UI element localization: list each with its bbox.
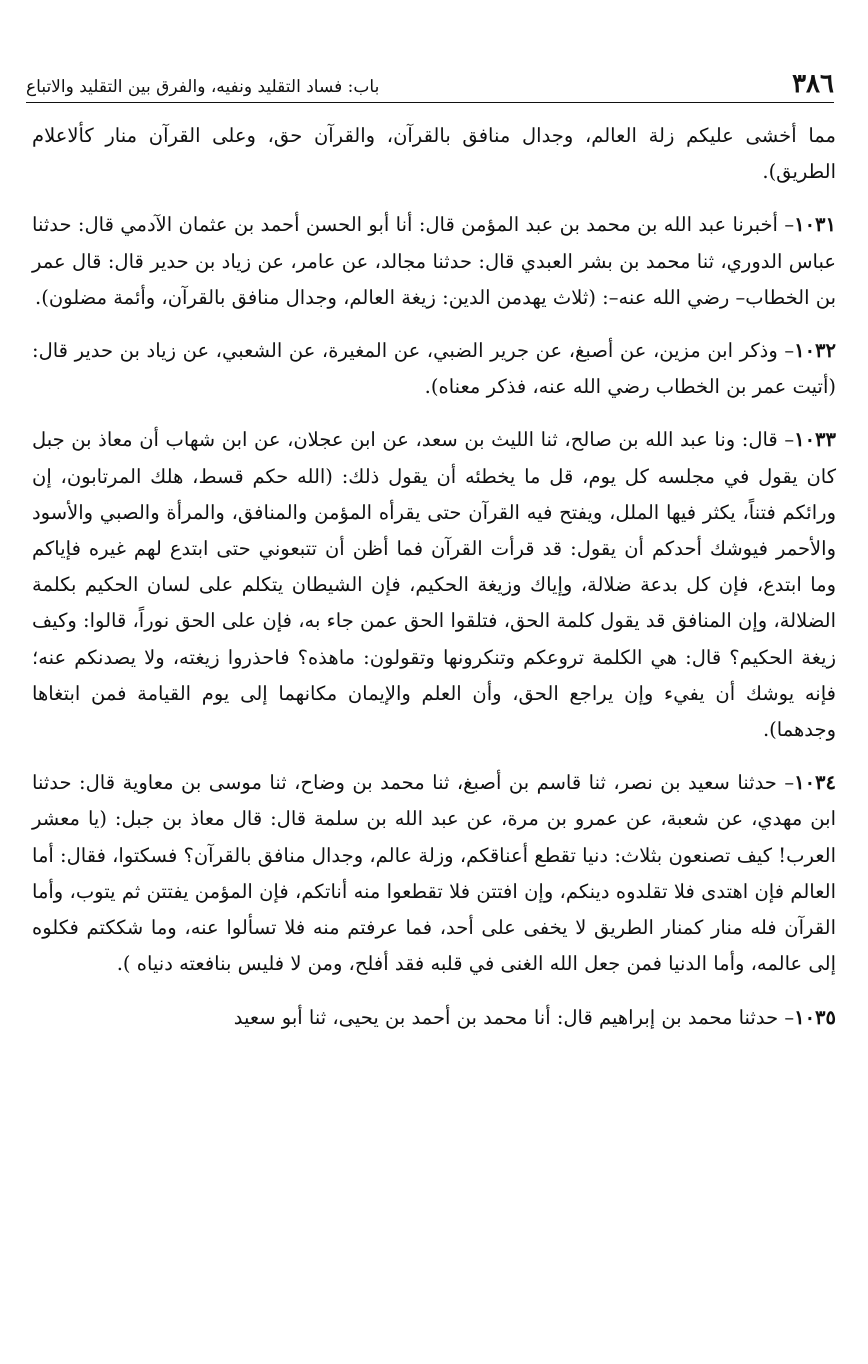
hadith-1032	[32, 333, 836, 405]
hadith-number: ١٠٣١	[794, 213, 836, 237]
hadith-number: ١٠٣٢	[794, 339, 836, 363]
paragraph-text: – حدثنا سعيد بن نصر، ثنا قاسم بن أصبغ، ثنا محمد بن وضاح، ثنا موسى بن معاوية قال: حدثنا ابن مهدي، عن شعبة، عن عمرو بن مرة، عن عبد الله بن سلمة قال: قال معاذ بن جبل: (يا معشر العرب! كيف تصنعون بثلاث: دنيا تقطع أعناقكم، وزلة عالم، وجدال منافق بالقرآن؟ فسكتوا، فقال: أما العالم فإن اهتدى فلا تقلدوه دينكم، وإن افتتن فلا تقطعوا منه أناتكم، فإن المؤمن يفتتن ثم يتوب، وأما القرآن فله منار كمنار الطريق لا يخفى على أحد، فما عرفتم منه فلا تسألوا عنه، وما شككتم فكلوه إلى عالمه، وأما الدنيا فمن جعل الله الغنى في قلبه فقد أفلح، ومن لا فليس بنافعته دنياه ).	[32, 771, 836, 976]
paragraph-text: – أخبرنا عبد الله بن محمد بن عبد المؤمن قال: أنا أبو الحسن أحمد بن عثمان الآدمي قال: حدثنا عباس الدوري، ثنا محمد بن بشر العبدي قال: حدثنا مجالد، عن عامر، عن زياد بن حدير قال: قال عمر بن الخطاب– رضي الله عنه–: (ثلاث يهدمن الدين: زيغة العالم، وجدال منافق بالقرآن، وأئمة مضلون).	[32, 213, 836, 309]
hadith-1033	[32, 422, 836, 748]
hadith-number: ١٠٣٣	[794, 428, 836, 452]
hadith-1034	[32, 765, 836, 982]
hadith-1035	[32, 1000, 836, 1036]
page-header	[26, 62, 834, 103]
paragraph-text: – وذكر ابن مزين، عن أصبغ، عن جرير الضبي، عن المغيرة، عن الشعبي، عن زياد بن حدير قال: (أتيت عمر بن الخطاب رضي الله عنه، فذكر معناه).	[32, 339, 836, 399]
page-body	[32, 118, 836, 1037]
hadith-1031	[32, 207, 836, 316]
paragraph	[32, 118, 836, 190]
running-title: باب: فساد التقليد ونفيه، والفرق بين التقليد والاتباع	[26, 77, 380, 97]
paragraph-text: – حدثنا محمد بن إبراهيم قال: أنا محمد بن أحمد بن يحيى، ثنا أبو سعيد	[233, 1006, 795, 1030]
hadith-number: ١٠٣٥	[794, 1006, 836, 1030]
hadith-number: ١٠٣٤	[794, 771, 836, 795]
paragraph-text: – قال: ونا عبد الله بن صالح، ثنا الليث بن سعد، عن ابن عجلان، عن ابن شهاب أن معاذ بن جبل كان يقول في مجلسه كل يوم، قل ما يخطئه أن يقول ذلك: (الله حكم قسط، هلك المرتابون، إن ورائكم فتناً، يكثر فيها الملل، ويفتح فيه القرآن حتى يقرأه المؤمن والمنافق، والمرأة والصبي والأسود والأحمر فيوشك أحدكم أن يقول: قد قرأت القرآن فما أظن أن تتبعوني حتى ابتدع لهم غيره فإياكم وما ابتدع، فإن كل بدعة ضلالة، وإياك وزيغة الحكيم، فإن الشيطان يتكلم على لسان الحكيم بكلمة الضلالة، وإن المنافق قد يقول كلمة الحق، فتلقوا الحق عمن جاء به، فإن على الحق نوراً، قالوا: وكيف زيغة الحكيم؟ قال: هي الكلمة تروعكم وتنكرونها وتقولون: ماهذه؟ فاحذروا زيغته، ولا يصدنكم عنه؛ فإنه يوشك أن يفيء وإن يراجع الحق، وأن العلم والإيمان مكانهما إلى يوم القيامة فمن ابتغاها وجدهما).	[32, 428, 836, 742]
paragraph-text: مما أخشى عليكم زلة العالم، وجدال منافق بالقرآن، والقرآن حق، وعلى القرآن منار كألاعلام الطريق).	[32, 124, 836, 184]
page-number: ٣٨٦	[792, 69, 834, 99]
